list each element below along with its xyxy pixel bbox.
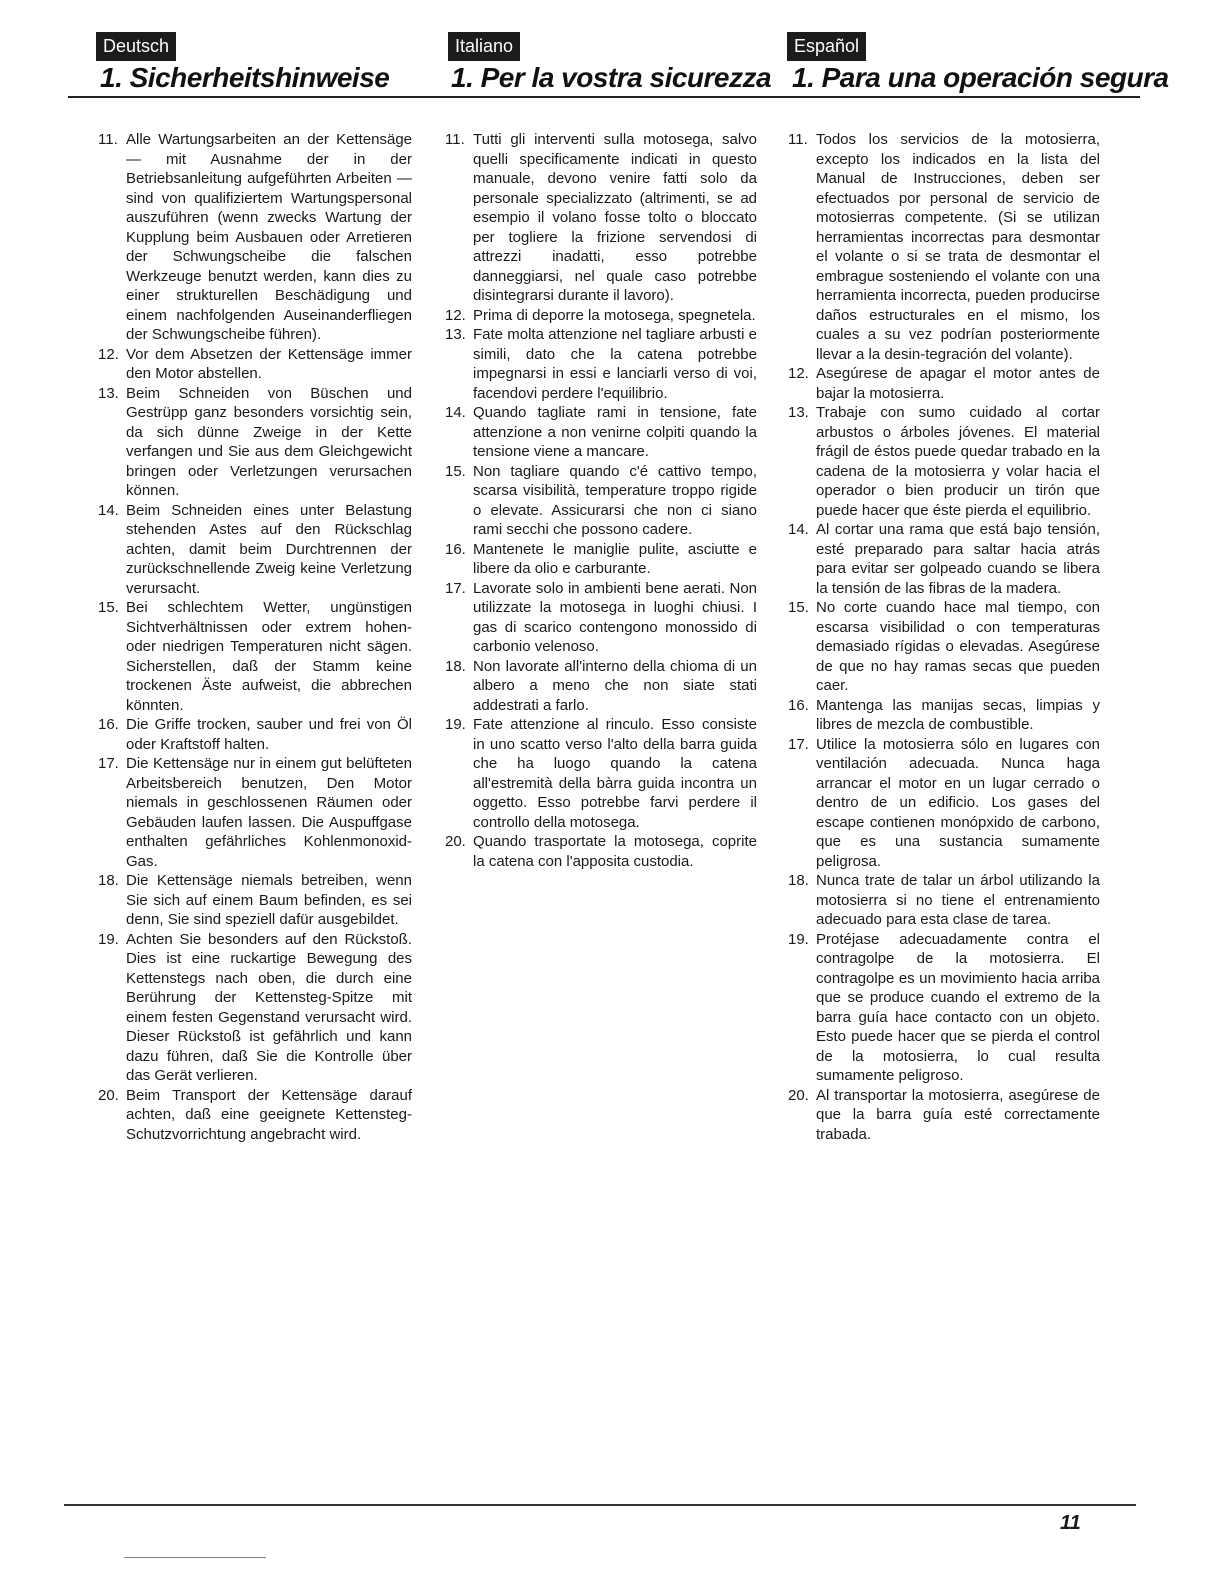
list-item — [445, 657, 757, 716]
list-item — [98, 598, 412, 715]
item-text: Fate attenzione al rinculo. Esso consiste in uno scatto verso l'alto della barra guida che ha luogo quando la catena all'estremità della bàrra guida incontra un oggetto. Esso potrebbe farvi perdere il controllo della motosega. — [473, 716, 757, 831]
item-text: Die Griffe trocken, sauber und frei von Öl oder Kraftstoff halten. — [126, 716, 412, 753]
item-number: 14. — [445, 404, 466, 421]
item-number: 20. — [788, 1086, 809, 1104]
item-text: Die Kettensäge niemals betreiben, wenn Sie sich auf einem Baum befinden, es sei denn, Sie sind speziell dafür ausgebildet. — [126, 872, 412, 928]
item-text: Non lavorate all'interno della chioma di un albero a meno che non siate stati addestrati a farlo. — [473, 657, 757, 714]
item-text: Non tagliare quando c'é cattivo tempo, scarsa visibilità, temperature troppo rigide o elevate. Assicurarsi che non ci siano rami secchi che possono cadere. — [473, 462, 757, 538]
list-item — [445, 462, 757, 540]
list-item — [788, 871, 1100, 930]
item-text: Bei schlechtem Wetter, ungünstigen Sichtverhältnissen oder extrem hohen- oder niedrigen Temperaturen nicht sägen. Sicherstellen, daß der Stamm keine trockenen Äste aufweist, die abbrechen könnten. — [126, 599, 412, 714]
item-number: 12. — [788, 365, 809, 382]
section-title-italiano: 1. Per la vostra sicurezza — [451, 62, 772, 93]
item-number: 16. — [788, 696, 809, 714]
item-text: Nunca trate de talar un árbol utilizando la motosierra si no tiene el entrenamiento adecuado para esta clase de tarea. — [816, 872, 1100, 928]
list-item — [788, 130, 1100, 364]
list-item — [445, 403, 757, 462]
list-item — [788, 930, 1100, 1086]
item-text: Alle Wartungsarbeiten an der Kettensäge — mit Ausnahme der in der Betriebsanleitung aufgeführten Arbeiten — sind von qualifiziertem Wartungspersonal auszuführen (wenn zwecks Wartung der Kupplung beim Ausbauen oder Arretieren der Schwungscheibe die falschen Werkzeuge benutzt werden, kann dies zu einer strukturellen Beschädigung und einem nachfolgenden Auseinanderfliegen der Schwungscheibe führen). — [126, 131, 412, 343]
item-number: 11. — [445, 131, 465, 148]
item-text: Beim Transport der Kettensäge darauf achten, daß eine geeignete Kettensteg-Schutzvorrichtung angebracht wird. — [126, 1086, 412, 1143]
item-number: 16. — [98, 716, 119, 733]
item-number: 13. — [788, 404, 809, 421]
item-text: Prima di deporre la motosega, spegnetela. — [473, 306, 756, 324]
list-item — [445, 130, 757, 306]
item-number: 20. — [98, 1086, 119, 1104]
column-espanol — [788, 130, 1100, 1144]
item-text: Al transportar la motosierra, asegúrese de que la barra guía esté correctamente trabada. — [816, 1086, 1100, 1143]
list-item — [98, 1086, 412, 1145]
item-text: Vor dem Absetzen der Kettensäge immer den Motor abstellen. — [126, 345, 412, 382]
item-number: 14. — [788, 521, 809, 538]
item-number: 15. — [98, 599, 119, 616]
item-number: 20. — [445, 833, 466, 850]
list-item — [98, 871, 412, 930]
item-number: 17. — [445, 579, 466, 597]
language-badge-italiano: Italiano — [448, 32, 520, 61]
item-text: Beim Schneiden eines unter Belastung stehenden Astes auf den Rückschlag achten, damit beim Durchtrennen der zurückschnellende Zweig keine Verletzung verursacht. — [126, 501, 412, 597]
list-item — [98, 345, 412, 384]
list-item — [445, 540, 757, 579]
list-item — [788, 598, 1100, 696]
item-text: Beim Schneiden von Büschen und Gestrüpp ganz besonders vorsichtig sein, da sich dünne Zweige in der Kette verfangen und Sie aus dem Gleichgewicht bringen oder Verletzungen verursachen können. — [126, 384, 412, 499]
list-item — [445, 579, 757, 657]
item-number: 19. — [788, 930, 809, 948]
list-item — [788, 696, 1100, 735]
column-italiano — [445, 130, 757, 871]
list-item — [98, 501, 412, 599]
page-number: 11 — [1060, 1512, 1081, 1534]
item-number: 18. — [445, 657, 466, 675]
item-text: Asegúrese de apagar el motor antes de bajar la motosierra. — [816, 365, 1100, 402]
list-item — [98, 930, 412, 1086]
item-number: 11. — [788, 131, 808, 148]
item-number: 17. — [788, 735, 809, 753]
item-number: 11. — [98, 131, 118, 148]
item-text: Quando trasportate la motosega, coprite la catena con l'apposita custodia. — [473, 833, 757, 870]
item-text: Al cortar una rama que está bajo tensión, esté preparado para saltar hacia atrás para evitar ser golpeado cuando se libera la tensión de las fibras de la madera. — [816, 521, 1100, 597]
header-deutsch — [96, 32, 176, 61]
item-text: No corte cuando hace mal tiempo, con escarsa visibilidad o con temperaturas demasiado rígidas o elevadas. Asegúrese de que no hay ramas secas que pueden caer. — [816, 599, 1100, 694]
item-number: 12. — [445, 306, 466, 324]
item-text: Mantenga las manijas secas, limpias y libres de mezcla de combustible. — [816, 696, 1100, 733]
list-item — [445, 832, 757, 871]
item-text: Quando tagliate rami in tensione, fate attenzione a non venirne colpiti quando la tensione viene a mancare. — [473, 404, 757, 460]
item-text: Die Kettensäge nur in einem gut belüfteten Arbeitsbereich benutzen, Den Motor niemals in geschlossenen Räumen oder Gebäuden laufen lassen. Die Auspuffgase enthalten gefährliches Kohlenmonoxid-Gas. — [126, 755, 412, 870]
item-number: 13. — [445, 326, 466, 343]
item-number: 14. — [98, 501, 119, 519]
list-item — [445, 306, 757, 326]
list-item — [98, 715, 412, 754]
item-text: Tutti gli interventi sulla motosega, salvo quelli specificamente indicati in questo manuale, devono venire fatti solo da personale specializzato (altrimenti, se ad esempio il volano fosse tolto o bloccato per togliere la frizione servendosi di attrezzi inadatti, esso potrebbe danneggiarsi, nel quale caso potrebbe disintegrarsi durante il lavoro). — [473, 131, 757, 304]
item-text: Trabaje con sumo cuidado al cortar arbustos o árboles jóvenes. El material frágil de éstos puede quedar trabado en la cadena de la motosierra y volar hacia el operador o bien producir un tirón que puede hacer que éste pierda el equilibrio. — [816, 404, 1100, 519]
list-item — [788, 1086, 1100, 1145]
list-item — [788, 520, 1100, 598]
item-number: 19. — [445, 716, 466, 733]
item-number: 16. — [445, 540, 466, 558]
item-number: 18. — [98, 872, 119, 889]
header-italiano — [448, 32, 520, 61]
list-item — [445, 325, 757, 403]
top-divider — [68, 96, 1140, 98]
section-title-deutsch: 1. Sicherheitshinweise — [100, 62, 390, 93]
item-text: Protéjase adecuadamente contra el contragolpe de la motosierra. El contragolpe es un movimiento hacia arriba que se produce cuando el extremo de la barra guía hace contacto con un objeto. Esto puede hacer que se pierda el control de la motosierra, lo cual resulta sumamente peligroso. — [816, 930, 1100, 1084]
item-number: 15. — [445, 462, 466, 480]
item-text: Todos los servicios de la motosierra, excepto los indicados en la lista del Manual de Instrucciones, deben ser efectuados por personal de servicio de motosierras competente. (Si se utilizan herramientas incorrectas para desmontar el volante o si se trata de desmontar el embrague sosteniendo el volante con una herramienta incorrecta, pueden producirse daños estructurales en el mismo, los cuales a su vez podrían posteriormente llevar a la desin-tegración del volante). — [816, 131, 1100, 363]
footer-link-underline — [124, 1557, 266, 1558]
item-text: Achten Sie besonders auf den Rückstoß. Dies ist eine ruckartige Bewegung des Kettenstegs nach oben, die durch eine Berührung der Kettensteg-Spitze mit einem festen Gegenstand verursacht wird. Dieser Rückstoß ist gefährlich und kann dazu führen, daß Sie die Kontrolle über das Gerät verlieren. — [126, 930, 412, 1084]
language-badge-deutsch: Deutsch — [96, 32, 176, 61]
list-item — [788, 735, 1100, 872]
item-text: Utilice la motosierra sólo en lugares con ventilación adecuada. Nunca haga arrancar el motor en un lugar cerrado o dentro de un edificio. Los gases del escape contienen monópxido de carbono, que es una sustancia sumamente peligrosa. — [816, 735, 1100, 870]
list-item — [788, 403, 1100, 520]
list-item — [98, 130, 412, 345]
section-title-espanol: 1. Para una operación segura — [792, 62, 1169, 93]
item-number: 15. — [788, 599, 809, 616]
item-text: Fate molta attenzione nel tagliare arbusti e simili, dato che la catena potrebbe impegnarsi in essi e lanciarli verso di voi, facendovi perdere l'equilibrio. — [473, 326, 757, 402]
language-badge-espanol: Español — [787, 32, 866, 61]
list-item — [788, 364, 1100, 403]
list-item — [98, 384, 412, 501]
header-espanol — [787, 32, 866, 61]
list-item — [98, 754, 412, 871]
item-number: 17. — [98, 755, 119, 772]
item-number: 13. — [98, 384, 119, 402]
item-number: 18. — [788, 872, 809, 889]
column-deutsch — [98, 130, 412, 1144]
item-text: Lavorate solo in ambienti bene aerati. Non utilizzate la motosega in luoghi chiusi. I gas di scarico contengono monossido di carbonio velenoso. — [473, 579, 757, 655]
bottom-divider — [64, 1504, 1136, 1506]
item-number: 19. — [98, 930, 119, 948]
item-text: Mantenete le maniglie pulite, asciutte e libere da olio e carburante. — [473, 540, 757, 577]
list-item — [445, 715, 757, 832]
item-number: 12. — [98, 345, 119, 363]
